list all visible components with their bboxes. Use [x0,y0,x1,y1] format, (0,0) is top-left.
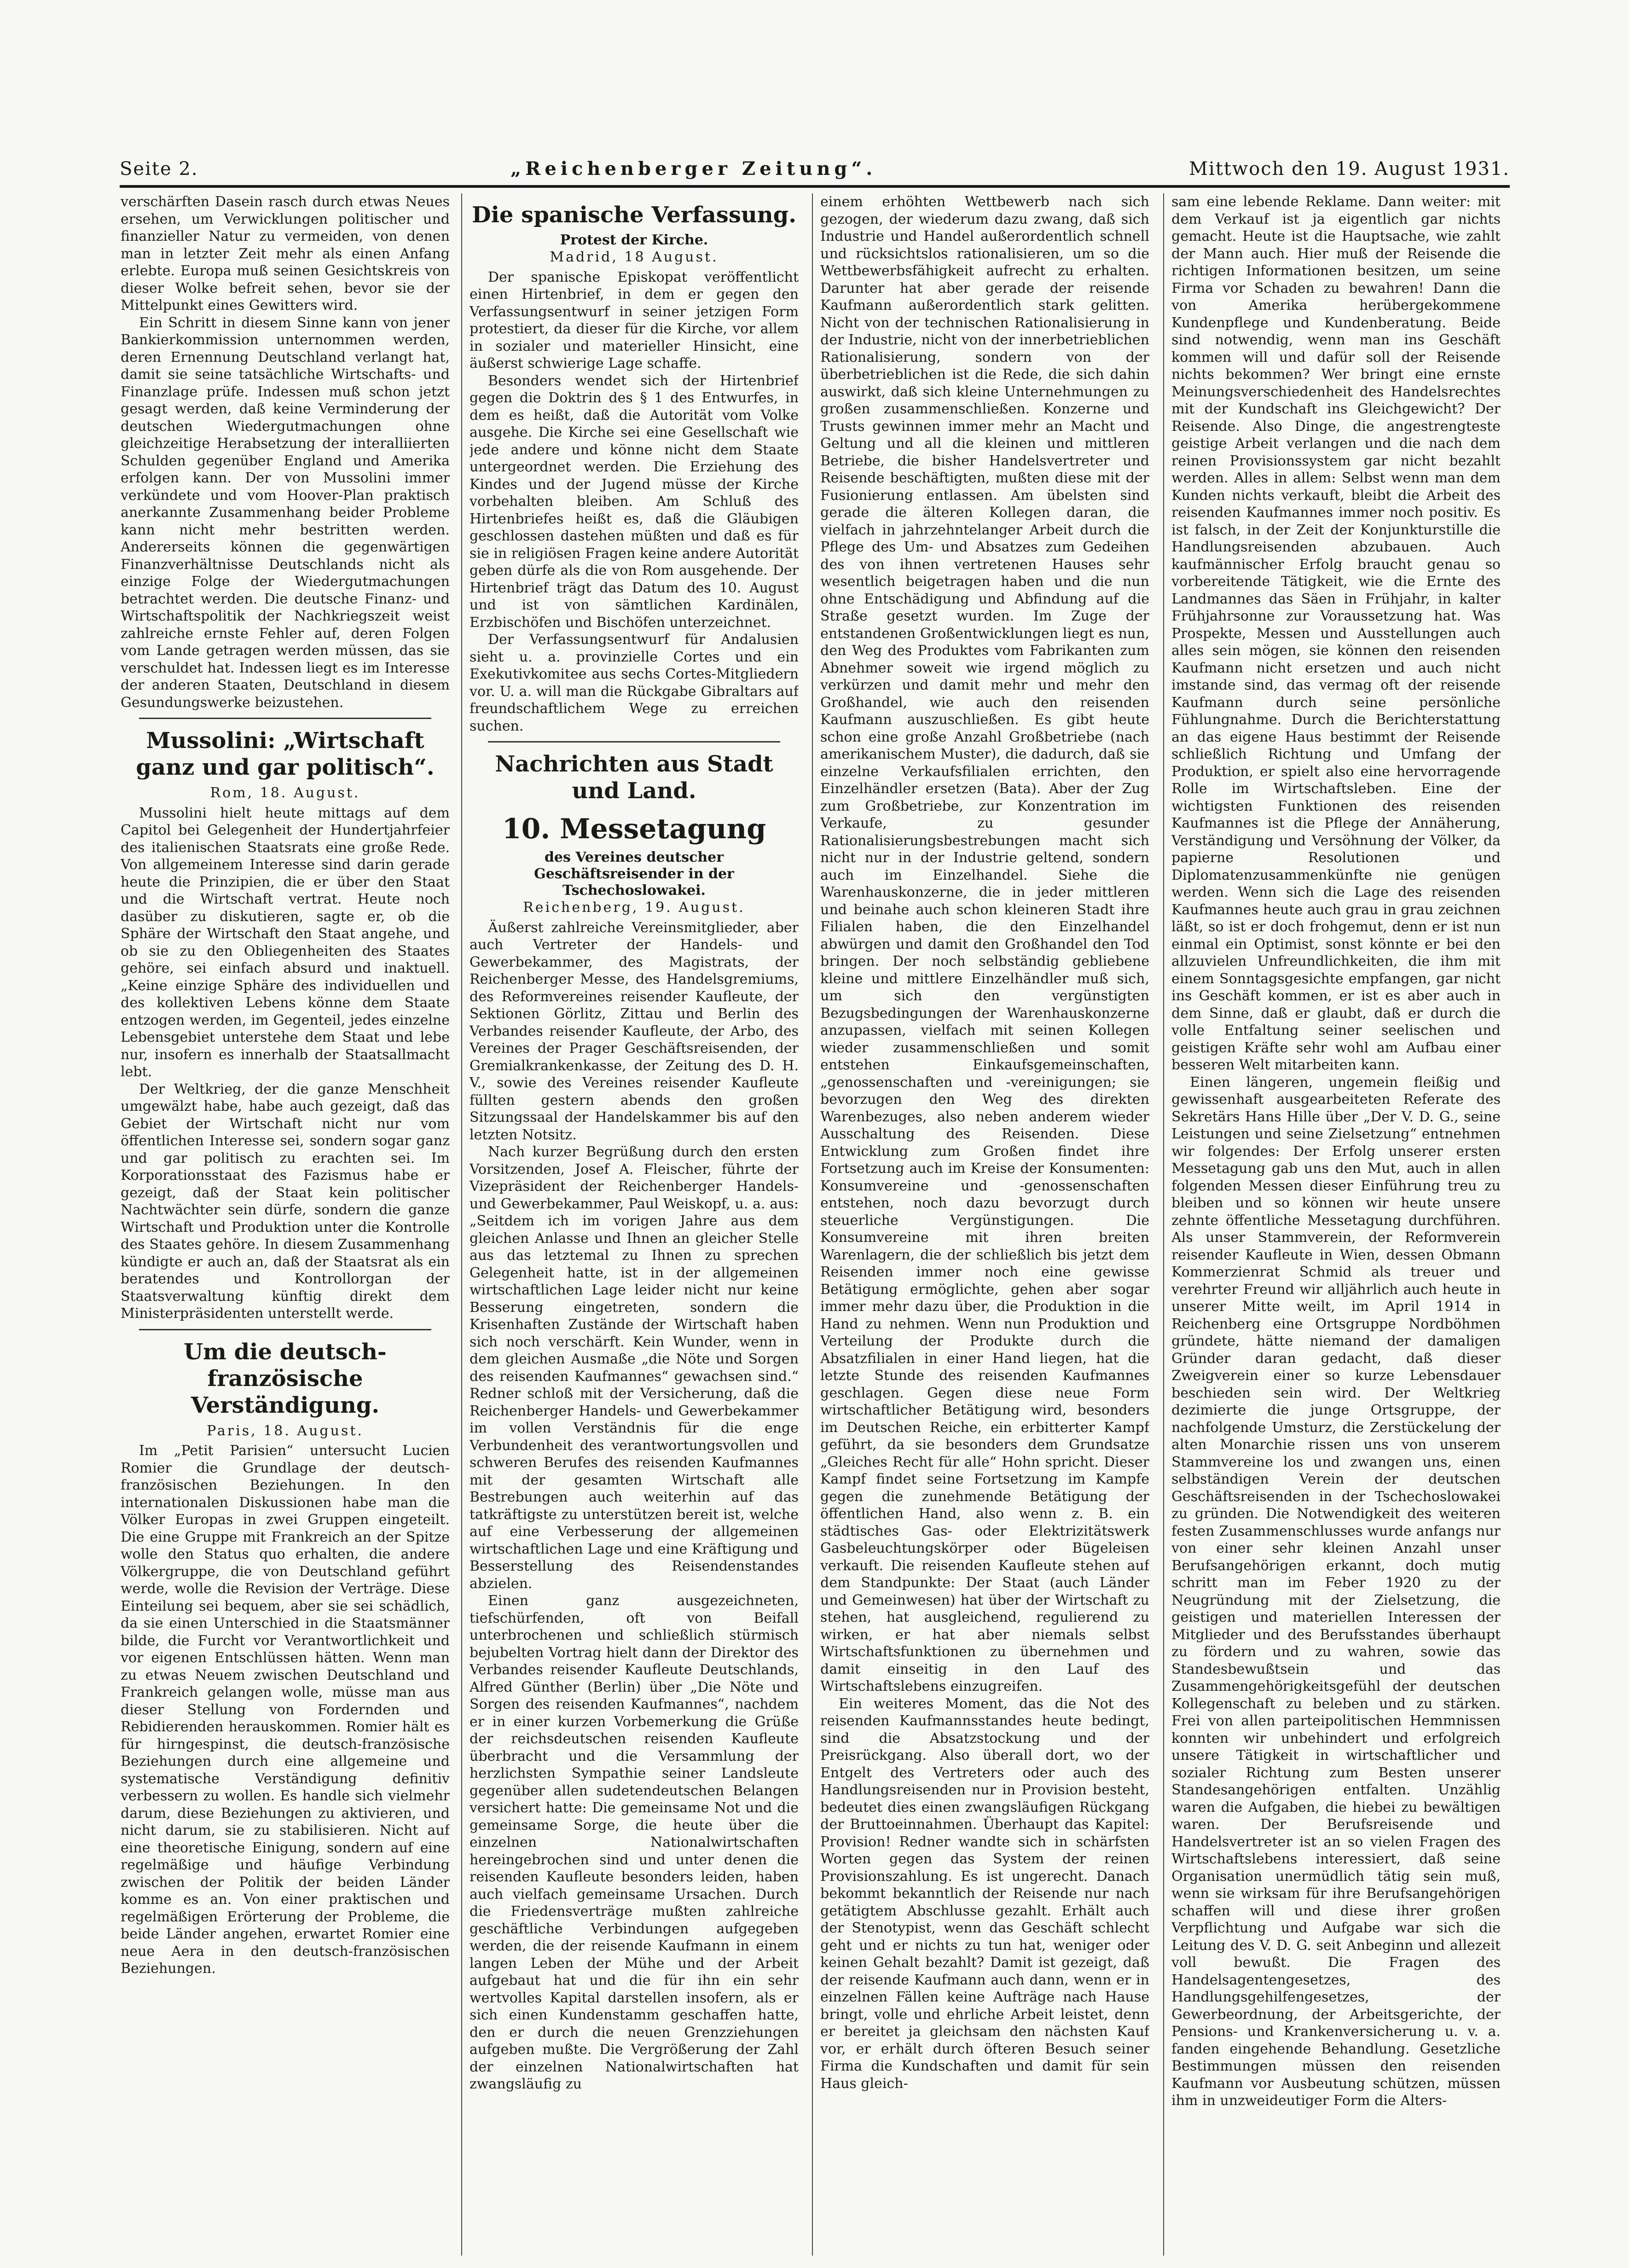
article-text: Nach kurzer Begrüßung durch den ersten Vorsitzenden, Josef A. Fleischer, führte der Vizepräsident der Reichenberger Handels- und Gewerbekammer, Paul Weiskopf, u. a. aus: „Seitdem ich im vorigen Jahre aus dem gleichen Anlasse und Ihnen an gleicher Stelle aus das letztemal zu Ihnen zu sprechen Gelegenheit hatte, ist in der allgemeinen wirtschaftlichen Lage leider nicht nur keine Besserung eingetreten, sondern die Krisenhaften Zustände der Wirtschaft haben sich noch verschärft. Kein Wunder, wenn in dem gleichen Ausmaße „die Nöte und Sorgen des reisenden Kaufmannes“ gewachsen sind.“ Redner schloß mit der Versicherung, daß die Reichenberger Handels- und Gewerbekammer im vollen Verständnis für die enge Verbundenheit des verantwortungsvollen und schweren Berufes des reisenden Kaufmannes mit der gesamten Wirtschaft alle Bestrebungen auch weiterhin auf das tatkräftigste zu unterstützen bereit ist, welche auf eine Verbesserung der allgemeinen wirtschaftlichen Lage und eine Kräftigung und Besserstellung des Reisendenstandes abzielen. [470,1144,799,1592]
article-text: Ein weiteres Moment, das die Not des reisenden Kaufmannsstandes heute bedingt, sind die Absatzstockung und der Preisrückgang. Also überall dort, wo der Entgelt des Vertreters oder auch des Handlungsreisenden nur in Provision besteht, bedeutet dies einen zwangsläufigen Rückgang der Bruttoeinnahmen. Überhaupt das Kapitel: Provision! Redner wandte sich in schärfsten Worten gegen das System der reinen Provisionszahlung. Es ist ungerecht. Danach bekommt bekanntlich der Reisende nur nach getätigtem Abschlusse gezahlt. Erhält auch der Stenotypist, wenn das Geschäft schlecht geht und er nichts zu tun hat, weniger oder keinen Gehalt bezahlt? Damit ist gezeigt, daß der reisende Kaufmann auch dann, wenn er in einzelnen Fällen keine Aufträge nach Hause bringt, volle und ehrliche Arbeit leistet, denn er bereitet ja gleichsam den nächsten Kauf vor, er erhält durch öfteren Besuch seiner Firma die Kundschaften und damit für sein Haus gleich- [820,1695,1149,2092]
column-1 [121,193,450,2256]
article-text: Einen ganz ausgezeichneten, tiefschürfenden, oft von Beifall unterbrochenen und schließlich stürmisch bejubelten Vortrag hielt dann der Direktor des Verbandes reisender Kaufleute Deutschlands, Alfred Günther (Berlin) über „Die Nöte und Sorgen des reisenden Kaufmannes“, nachdem er in einer kurzen Vorbemerkung die Grüße der reichsdeutschen reisenden Kaufleute überbracht und die Versammlung der herzlichsten Sympathie seiner Landsleute gegenüber allen sudetendeutschen Belangen versichert hatte: Die gemeinsame Not und die gemeinsame Sorge, die heute über die einzelnen Nationalwirtschaften hereingebrochen sind und unter denen die reisenden Kaufleute besonders leiden, haben auch vielfach gemeinsame Ursachen. Durch die Friedensverträge mußten zahlreiche geschäftliche Verbindungen aufgegeben werden, die der reisende Kaufmann in einem langen Leben der Mühe und der Arbeit aufgebaut hat und die für ihn ein sehr wertvolles Kapital darstellen insofern, als er sich einen Kundenstamm geschaffen hatte, den er durch die neuen Grenzziehungen aufgeben mußte. Die Vergrößerung der Zahl der einzelnen Nationalwirtschaften hat zwangsläufig zu [470,1593,799,2092]
dateline: Madrid, 18 August. [550,249,719,265]
section-separator [488,741,780,742]
article-separator [139,718,431,719]
article-text: Mussolini hielt heute mittags auf dem Capitol bei Gelegenheit der Hundertjahrfeier des italienischen Staatsrats eine große Rede. Von allgemeinem Interesse sind darin gerade heute die Prinzipien, die er über den Staat und die Wirtschaft vertrat. Heute noch dasüber zu diskutieren, sagte er, ob die Sphäre der Wirtschaft den Staat angehe, und ob sie zu den Obliegenheiten des Staates gehöre, sei einfach absurd und inaktuell. „Keine einzige Sphäre des individuellen und des kollektiven Lebens könne dem Staate entzogen werden, im Gegenteil, jedes einzelne Lebensgebiet unterstehe dem Staat und lebe nur, insofern es innerhalb der Staatsallmacht lebt. [121,805,450,1080]
column-4 [1171,193,1501,2256]
article-text: sam eine lebende Reklame. Dann weiter: mit dem Verkauf ist ja eigentlich gar nichts gemacht. Heute ist die Hauptsache, wie zahlt der Mann auch. Hier muß der Reisende die richtigen Informationen besitzen, um seine Firma vor Schaden zu bewahren! Dann die von Amerika herübergekommene Kundenpflege und Kundenberatung. Beide sind notwendig, wenn man ins Geschäft kommen will und dafür soll der Reisende nichts bekommen? Wer bringt eine ernste Meinungsverschiedenheit des Handelsrechtes mit der Kundschaft ins Gleichgewicht? Der Reisende. Also Dinge, die angestrengteste geistige Arbeit verlangen und die nach dem reinen Provisionssystem gar nicht bezahlt werden. Alles in allem: Selbst wenn man dem Kunden nichts verkauft, bleibt die Arbeit des reisenden Kaufmannes immer noch positiv. Es ist falsch, in der Zeit der Konjunkturstille die Handlungsreisenden abzubauen. Auch kaufmännischer Erfolg braucht genau so vorbereitende Tätigkeit, wie die Ernte des Landmannes das Säen in Frühjahr, in kalter Frühjahrsonne zur Voraussetzung hat. Was Prospekte, Messen und Ausstellungen auch alles sein mögen, sie können den reisenden Kaufmann nicht ersetzen und auch nicht imstande sind, das vermag oft der reisende Kaufmann durch seine persönliche Fühlungnahme. Durch die Berichterstattung an das eigene Haus bestimmt der Reisende schließlich Richtung und Umfang der Produktion, er spielt also eine hervorragende Rolle im Wirtschaftsleben. Eine der wichtigsten Funktionen des reisenden Kaufmannes ist die Pflege der Annäherung, Verständigung und Versöhnung der Völker, da papierne Resolutionen und Diplomatenzusammenkünfte nie genügen werden. Wenn sich die Lage des reisenden Kaufmannes heute auch grau in grau zeichnen läßt, so ist er doch frohgemut, denn er ist nun einmal ein Optimist, sonst könnte er bei den allzuvielen Unfreundlichkeiten, die ihm mit einem Sonntagsgesichte empfangen, gar nicht ins Geschäft kommen, er ist es aber auch in dem Sinne, daß er glaubt, daß er durch die volle Entfaltung seiner seelischen und geistigen Kräfte sehr wohl am Aufbau einer besseren Welt mitarbeiten kann. [1171,194,1501,1073]
article-text: Äußerst zahlreiche Vereinsmitglieder, aber auch Vertreter der Handels- und Gewerbekammer, des Magistrats, der Reichenberger Messe, des Handelsgremiums, des Reformvereines reisender Kaufleute, der Sektionen Görlitz, Zittau und Berlin des Verbandes reisender Kaufleute, der Arbo, des Vereines der Prager Geschäftsreisenden, der Gremialkrankenkasse, der Zeitung des D. H. V., sowie des Vereines reisender Kaufleute füllten gestern abends den großen Sitzungssaal der Handelskammer bis auf den letzten Notsitz. [470,919,799,1143]
article-text: Besonders wendet sich der Hirtenbrief gegen die Doktrin des § 1 des Entwurfes, in dem es heißt, daß die Autorität vom Volke ausgehe. Die Kirche sei eine Gesellschaft wie jede andere und könne nicht dem Staate untergeordnet werden. Die Erziehung des Kindes und der Jugend müsse der Kirche vorbehalten bleiben. Am Schluß des Hirtenbriefes heißt es, daß die Gläubigen geschlossen dastehen müßten und daß es für sie in religiösen Fragen keine andere Autorität geben dürfe als die von Rom ausgehende. Der Hirtenbrief trägt das Datum des 10. August und ist von sämtlichen Kardinälen, Erzbischöfen und Bischöfen unterzeichnet. [470,372,799,631]
article-text: verschärften Dasein rasch durch etwas Neues ersehen, um Verwicklungen politischer und finanzieller Natur zu vermeiden, von denen man in letzter Zeit mehr als einen Anfang erlebte. Europa muß seinen Gesichtskreis von dieser Wolke befreit sehen, bevor sie der Mittelpunkt eines Gewitters wird. [121,194,450,313]
column-2 [470,193,799,2256]
column-3 [820,193,1149,2256]
column-divider [461,193,462,2256]
article-text: Im „Petit Parisien“ untersucht Lucien Romier die Grundlage der deutsch-französischen Beziehungen. In den internationalen Diskussionen habe man die Völker Europas in zwei Gruppen eingeteilt. Die eine Gruppe mit Frankreich an der Spitze wolle den Status quo erhalten, die andere Völkergruppe, die von Deutschland geführt werde, wolle die Revision der Verträge. Diese Einteilung sei bequem, aber sie sei schädlich, da sie einen Unterschied in die Staatsmänner bilde, die Furcht vor Verantwortlichkeit und vor eigenen Entschlüssen hätten. Wenn man zu etwas Neuem zwischen Deutschland und Frankreich gelangen wolle, müsse man aus dieser Stellung von Fordernden und Rebidierenden herauskommen. Romier hält es für hirngespinst, die deutsch-französische Beziehungen durch eine allgemeine und systematische Verständigung definitiv verbessern zu wollen. Es handle sich vielmehr darum, diese Beziehungen zu aktivieren, und nicht darum, sie zu stabilisieren. Nicht auf eine theoretische Einigung, sondern auf eine regelmäßige und häufige Verbindung zwischen der Politik der beiden Länder komme es an. Von einer praktischen und regelmäßigen Erörterung der Probleme, die beide Länder angehen, erwartet Romier eine neue Aera in den deutsch-französischen Beziehungen. [121,1443,450,1977]
column-divider [812,193,813,2256]
header-rule [120,185,1510,188]
dateline: Reichenberg, 19. August. [523,899,745,916]
article-text: einem erhöhten Wettbewerb nach sich gezogen, der wiederum dazu zwang, daß sich Industrie und Handel außerordentlich schnell und rücksichtslos rationalisieren, um so die Wettbewerbsfähigkeit aufrecht zu erhalten. Darunter hat aber gerade der reisende Kaufmann außerordentlich stark gelitten. Nicht von der technischen Rationalisierung in der Industrie, nicht von der innerbetrieblichen Rationalisierung, sondern von der überbetrieblichen ist die Rede, die sich dahin auswirkt, daß sich kleine Unternehmungen zu großen zusammenschließen. Konzerne und Trusts gewinnen immer mehr an Macht und Geltung und all die kleinen und mittleren Betriebe, die bisher Handelsvertreter und Reisende beschäftigten, mußten diese mit der Fusionierung entlassen. Am übelsten sind gerade die älteren Kollegen daran, die vielfach in jahrzehntelanger Arbeit durch die Pflege des Um- und Absatzes zum Gedeihen des von ihnen vertretenen Hauses sehr wesentlich beigetragen haben und die nun ohne Entschädigung und Abfindung auf die Straße gesetzt wurden. Im Zuge der entstandenen Großentwicklungen liegt es nun, den Weg des Produktes vom Fabrikanten zum Abnehmer soweit wie irgend möglich zu verkürzen und damit mehr und mehr den Großhandel, wie auch den reisenden Kaufmann auszuschließen. Es gibt heute schon eine große Anzahl Großbetriebe (nach amerikanischem Muster), die dadurch, daß sie einzelne Verkaufsfilialen errichten, den Einzelhändler ersetzen (Bata). Aber der Zug zum Großbetriebe, zur Konzentration im Verkaufe, zu gesunder Rationalisierungsbestrebungen macht sich nicht nur in der Industrie geltend, sondern auch im Einzelhandel. Siehe die Warenhauskonzerne, die in jeder mittleren und beinahe auch schon kleineren Stadt ihre Filialen haben, die den Einzelhandel abwürgen und damit den Großhandel den Tod bringen. Der noch selbständig gebliebene kleine und mittlere Einzelhändler muß sich, um sich den vergünstigten Bezugsbedingungen der Warenhauskonzerne anzupassen, vielfach mit seinen Kollegen wieder zusammenschließen und somit entstehen Einkaufsgemeinschaften, „genossenschaften und -vereinigungen; sie bevorzugen den Weg des direkten Warenbezuges, also neben anderem wieder Ausschaltung des Reisenden. Diese Entwicklung zum Großen findet ihre Fortsetzung auch im Kreise der Konsumenten: Konsumvereine und -genossenschaften entstehen, noch dazu bevorzugt durch steuerliche Vergünstigungen. Die Konsumvereine mit ihren breiten Warenlagern, die der schließlich bis jetzt dem Reisenden immer noch eine gewisse Betätigung ermöglichte, gehen aber sogar immer mehr dazu über, die Produktion in die Hand zu nehmen. Wenn nun Produktion und Verteilung der Produkte durch die Absatzfilialen in einer Hand liegen, hat die letzte Stunde des reisenden Kaufmannes geschlagen. Gegen diese neue Form wirtschaftlicher Betätigung wird, besonders im Deutschen Reiche, ein erbitterter Kampf geführt, da sie besonders dem Grundsatze „Gleiches Recht für alle“ Hohn spricht. Dieser Kampf findet seine Fortsetzung im Kampfe gegen die zunehmende Betätigung der öffentlichen Hand, also wenn z. B. ein städtisches Gas- oder Elektrizitätswerk Gasbeleuchtungskörper oder Bügeleisen verkauft. Die reisenden Kaufleute stehen auf dem Standpunkte: Der Staat (auch Länder und Gemeinwesen) hat über der Wirtschaft zu stehen, hat ausgleichend, regulierend zu wirken, er hat aber niemals selbst Wirtschaftsfunktionen zu übernehmen und damit einseitig in den Lauf des Wirtschaftslebens einzugreifen. [820,194,1149,1694]
headline-mussolini: Mussolini: „Wirtschaft ganz und gar politisch“. [136,728,435,780]
newspaper-title: „Reichenberger Zeitung“. [510,158,877,180]
page-number: Seite 2. [120,158,198,180]
section-heading: Nachrichten aus Stadt und Land. [495,751,773,804]
subheadline: Protest der Kirche. [560,232,708,248]
page-header [120,152,1510,180]
article-text: Ein Schritt in diesem Sinne kann von jener Bankierkommission unternommen werden, deren Ernennung Deutschland verlangt hat, damit sie seine tatsächliche Wirtschafts- und Finanzlage prüfe. Indessen muß schon jetzt gesagt werden, daß keine Verminderung der deutschen Wiedergutmachungen ohne gleichzeitige Herabsetzung der interalliierten Schulden gegenüber England und Amerika erfolgen kann. Der von Mussolini immer verkündete und vom Hoover-Plan praktisch anerkannte Zusammenhang beider Probleme kann nicht mehr bestritten werden. Andererseits können die gegenwärtigen Finanzverhältnisse Deutschlands nicht als einzige Folge der Wiedergutmachungen betrachtet werden. Die deutsche Finanz- und Wirtschaftspolitik der Nachkriegszeit weist zahlreiche ernste Fehler auf, deren Folgen vom Lande getragen werden müssen, das sie verschuldet hat. Indessen liegt es im Interesse der anderen Staaten, Deutschland in diesem Gesundungswerke beizustehen. [121,314,450,711]
article-separator [139,1329,431,1330]
headline-verstaendigung: Um die deutsch-französische Verständigung. [184,1339,387,1418]
headline-spanische-verfassung: Die spanische Verfassung. [472,202,796,228]
column-divider [1163,193,1164,2256]
article-text: Der Verfassungsentwurf für Andalusien sieht u. a. provinzielle Cortes und ein Exekutivkomitee aus sechs Cortes-Mitgliedern vor. U. a. will man die Rückgabe Gibraltars auf freundschaftlichem Wege zu erreichen suchen. [470,632,799,734]
article-text: Der spanische Episkopat veröffentlicht einen Hirtenbrief, in dem er gegen den Verfassungsentwurf in seiner jetzigen Form protestiert, da dieser für die Kirche, vor allem in sozialer und materieller Hinsicht, eine äußerst schwierige Lage schaffe. [470,269,799,371]
dateline: Paris, 18. August. [207,1422,364,1439]
subheadline: des Vereines deutscher Geschäftsreisender in der Tschechoslowakei. [534,849,734,899]
dateline: Rom, 18. August. [210,785,360,801]
headline-messetagung: 10. Messetagung [502,813,766,845]
article-text: Einen längeren, ungemein fleißig und gewissenhaft ausgearbeiteten Referate des Sekretärs Hans Hille über „Der V. D. G., seine Leistungen und seine Zielsetzung“ entnehmen wir folgendes: Der Erfolg unserer ersten Messetagung gab uns den Mut, auch in allen folgenden Messen dieser Einführung treu zu bleiben und so können wir heute unsere zehnte öffentliche Messetagung durchführen. Als unser Stammverein, der Reformverein reisender Kaufleute in Wien, dessen Obmann Kommerzienrat Schmid als treuer und verehrter Freund wir alljährlich auch heute in unserer Mitte weilt, im April 1914 in Reichenberg eine Ortsgruppe Nordböhmen gründete, hätte niemand der damaligen Gründer daran gedacht, daß dieser Zweigverein einer so kurze Lebensdauer beschieden sein wird. Der Weltkrieg dezimierte die junge Ortsgruppe, der nachfolgende Umsturz, die Zerstückelung der alten Monarchie rissen uns von unserem Stammvereine los und zwangen uns, einen selbständigen Verein der deutschen Geschäftsreisenden in der Tschechoslowakei zu gründen. Die Notwendigkeit des weiteren festen Zusammenschlusses wurde anfangs nur von einer sehr kleinen Anzahl unser Berufsangehörigen erkannt, doch mutig schritt man im Feber 1920 zu der Neugründung mit der Zielsetzung, die geistigen und materiellen Interessen der Mitglieder und des Berufsstandes überhaupt zu fördern und zu wahren, sowie das Standesbewußtsein und das Zusammengehörigkeitsgefühl der deutschen Kollegenschaft zu beleben und zu stärken. Frei von allen parteipolitischen Hemmnissen konnten wir unbehindert und erfolgreich unsere Tätigkeit in wirtschaftlicher und sozialer Richtung zum Besten unserer Standesangehörigen entfalten. Unzählig waren die Aufgaben, die hiebei zu bewältigen waren. Der Berufsreisende und Handelsvertreter ist an so vielen Fragen des Wirtschaftslebens interessiert, daß seine Organisation unermüdlich tätig sein muß, wenn sie wirksam für ihre Berufsangehörigen schaffen will und diese ihrer großen Verpflichtung und Aufgabe war sich die Leitung des V. D. G. seit Anbeginn und allezeit voll bewußt. Die Fragen des Handelsagentengesetzes, des Handlungsgehilfengesetzes, der Gewerbeordnung, der Arbeitsgerichte, der Pensions- und Krankenversicherung u. v. a. fanden eingehende Behandlung. Gesetzliche Bestimmungen müssen den reisenden Kaufmann vor Ausbeutung schützen, müssen ihm in unzweideutiger Form die Alters- [1171,1074,1501,2109]
issue-date: Mittwoch den 19. August 1931. [1188,158,1510,180]
article-text: Der Weltkrieg, der die ganze Menschheit umgewälzt habe, habe auch gezeigt, daß das Gebiet der Wirtschaft nicht nur vom öffentlichen Interesse sei, sondern sogar ganz und gar politisch zu erachten sei. Im Korporationsstaat des Fazismus habe er gezeigt, daß der Staat kein politischer Nachtwächter sein dürfe, sondern die ganze Wirtschaft und Produktion unter die Kontrolle des Staates gehöre. In diesem Zusammenhang kündigte er auch an, daß der Staatsrat als ein beratendes und Kontrollorgan der Staatsverwaltung künftig direkt dem Ministerpräsidenten unterstellt werde. [121,1081,450,1322]
